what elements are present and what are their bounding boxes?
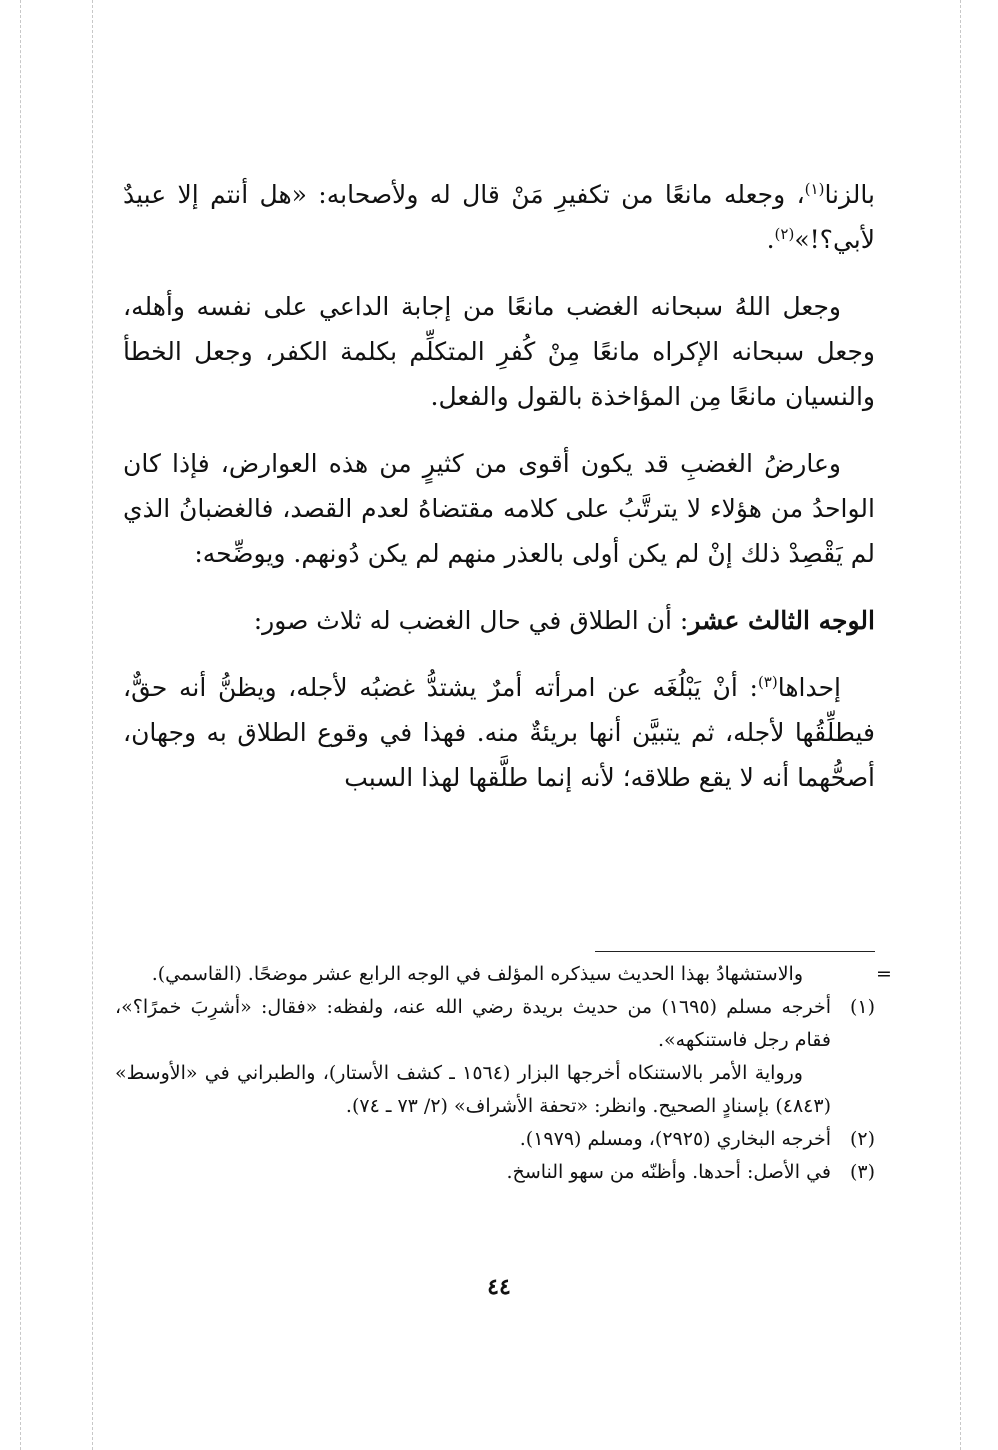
scan-guide-line: [960, 0, 961, 1450]
footnote-ref-1: (١): [804, 180, 825, 198]
continuation-mark: =: [876, 963, 892, 985]
footnote-number: (٢): [849, 1128, 875, 1150]
paragraph-heading: [123, 598, 875, 643]
footnote-item: [115, 1057, 875, 1123]
text-run: بالزنا: [824, 180, 875, 209]
footnote-continuation: والاستشهادُ بهذا الحديث سيذكره المؤلف في الوجه الرابع عشر موضحًا. (القاسمي).: [151, 963, 803, 985]
text-run: : أن الطلاق في حال الغضب له ثلاث صور:: [253, 606, 689, 635]
text-run: .: [766, 225, 775, 254]
main-text: [123, 172, 875, 822]
paragraph-5: [123, 665, 875, 800]
paragraph-3: وعارضُ الغضبِ قد يكون أقوى من كثيرٍ من هذه العوارض، فإذا كان الواحدُ من هؤلاء لا يترتَّبُ على كلامه مقتضاهُ لعدم القصد، فالغضبانُ الذي لم يَقْصِدْ ذلك إنْ لم يكن أولى بالعذر منهم لم يكن دُونهم. ويوضِّحه:: [123, 449, 875, 568]
footnote-ref-3: (٣): [757, 673, 778, 691]
footnote-text: في الأصل: أحدها. وأظنّه من سهو الناسخ.: [506, 1161, 831, 1183]
footnote-number: (١): [849, 996, 875, 1018]
footnote-separator: [595, 951, 875, 952]
footnote-item: [115, 1156, 875, 1189]
footnote-text: أخرجه البخاري (٢٩٢٥)، ومسلم (١٩٧٩).: [519, 1128, 831, 1150]
paragraph-1: [123, 172, 875, 262]
text-run: إحداها: [777, 673, 841, 702]
footnote-text: ورواية الأمر بالاستنكاه أخرجها البزار (١٥٦٤ ـ كشف الأستار)، والطبراني في «الأوسط» (٤٨٤٣) بإسنادٍ الصحيح. وانظر: «تحفة الأشراف» (٢/ ٧٣ ـ ٧٤).: [115, 1062, 831, 1117]
footnote-text: أخرجه مسلم (١٦٩٥) من حديث بريدة رضي الله عنه، ولفظه: «فقال: «أشرِبَ خمرًا؟»، فقام رجل فاستنكهه».: [115, 996, 831, 1051]
scan-guide-line: [20, 0, 21, 1450]
text-run: : أنْ يَبْلُغَه عن امرأته أمرٌ يشتدُّ غضبُه لأجله، ويظنُّ أنه حقٌّ، فيطلِّقُها لأجله، ثم يتبيَّن أنها بريئةٌ منه. فهذا في وقوع الطلاق به وجهان، أصحُّهما أنه لا يقع طلاقه؛ لأنه إنما طلَّقها لهذا السبب: [123, 673, 875, 792]
footnote-ref-2: (٢): [774, 225, 795, 243]
footnote-item: [115, 991, 875, 1057]
page-number: ٤٤: [487, 1274, 511, 1300]
footnote-number: (٣): [849, 1161, 875, 1183]
paragraph-2: وجعل اللهُ سبحانه الغضب مانعًا من إجابة الداعي على نفسه وأهله، وجعل سبحانه الإكراه مانعًا مِنْ كُفرِ المتكلِّم بكلمة الكفر، وجعل الخطأ والنسيان مانعًا مِن المؤاخذة بالقول والفعل.: [123, 292, 875, 411]
footnote-item: [115, 1123, 875, 1156]
text-run: ، وجعله مانعًا من تكفيرِ مَنْ قال له ولأصحابه: «هل أنتم إلا عبيدٌ لأبي؟!»: [123, 180, 875, 254]
scan-guide-line: [92, 0, 93, 1450]
section-heading: الوجه الثالث عشر: [688, 606, 875, 635]
footnotes: [115, 958, 875, 1189]
